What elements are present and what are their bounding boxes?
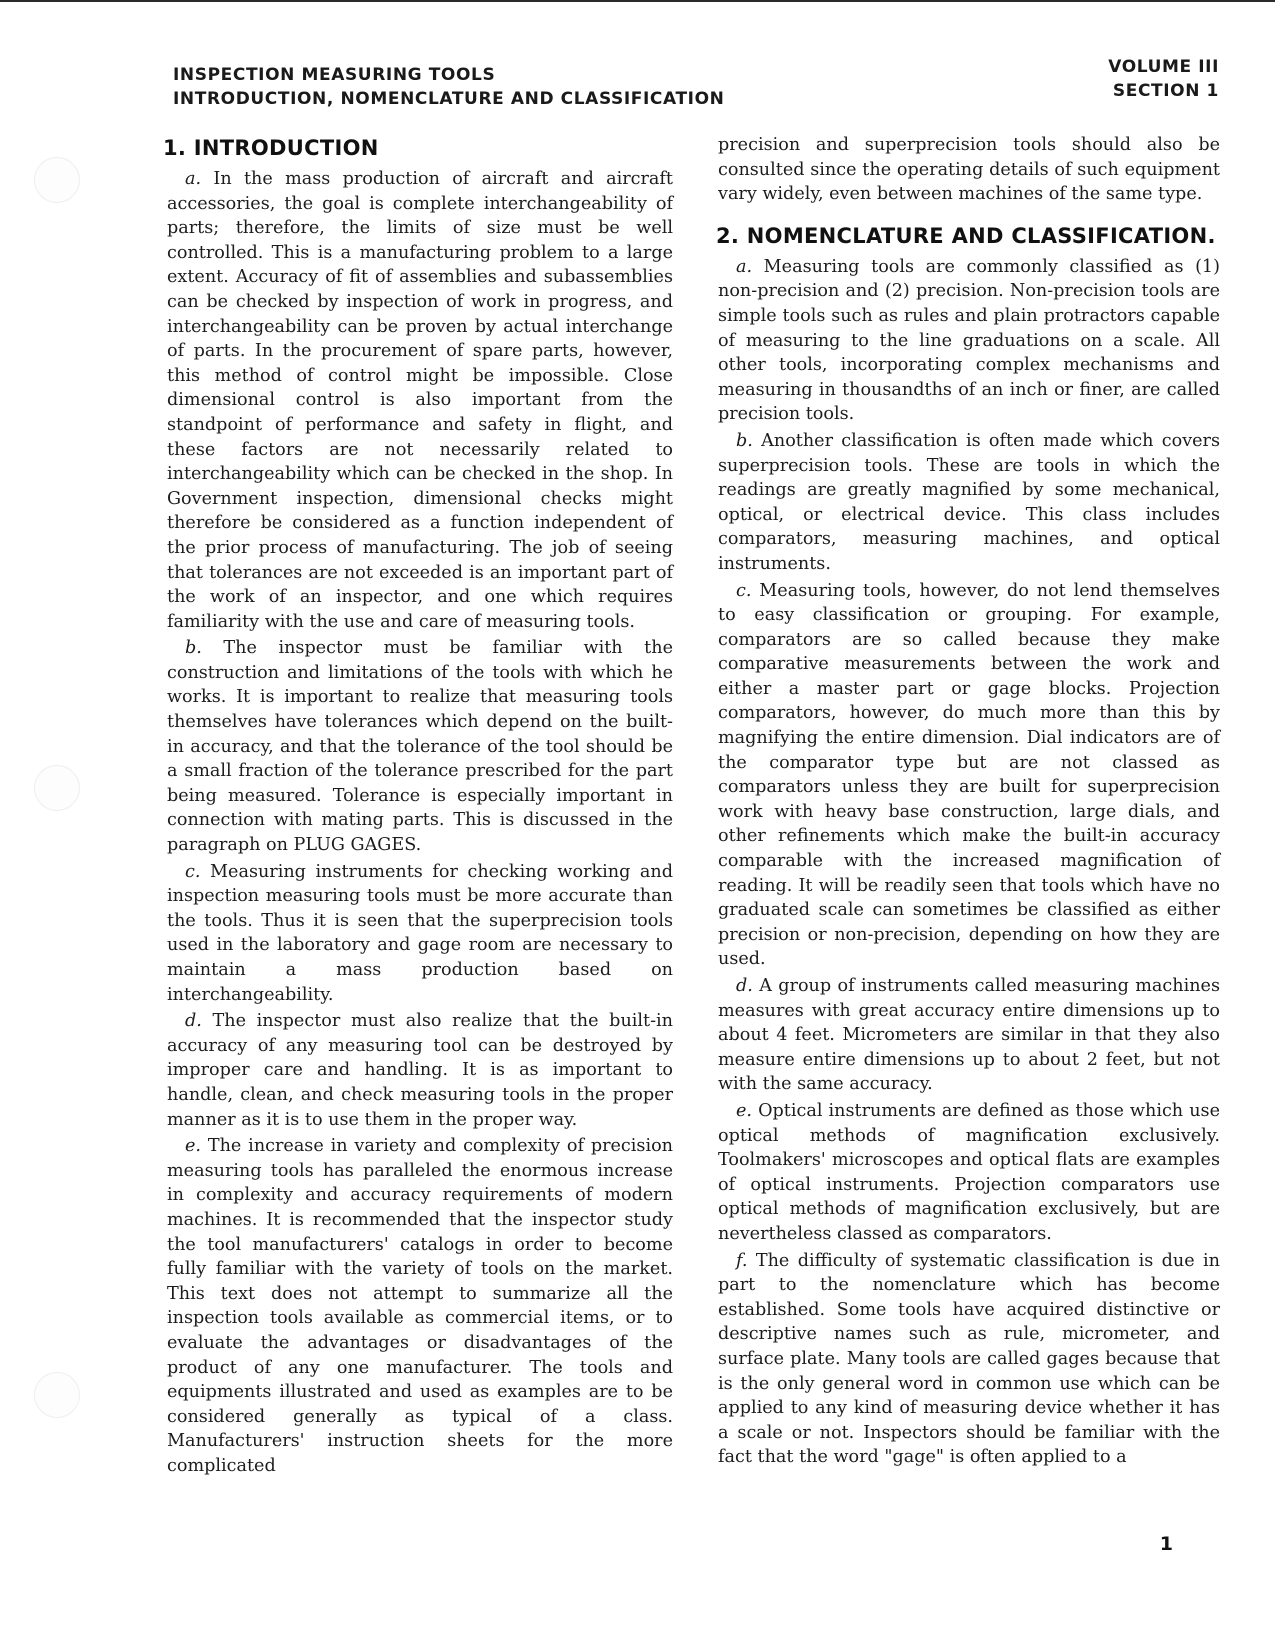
paragraph-text: The inspector must be familiar with the construction and limitations of the tools with which he works. It is important to realize that measuring tools themselves have tolerances which depend on the built-in accuracy, and that the tolerance of the tool should be a small fraction of the tolerance prescribed for the part being measured. Tolerance is especially important in connection with mating parts. This is discussed in the paragraph on PLUG GAGES. (167, 638, 673, 856)
paragraph-marker: a. (736, 256, 753, 277)
paragraph-text: The increase in variety and complexity of precision measuring tools has paralleled the enormous increase in complexity and accuracy requirements of modern machines. It is recommended that the inspector study the tool manufacturers' catalogs in order to become fully familiar with the variety of tools on the market. This text does not attempt to summarize all the inspection tools available as commercial items, or to evaluate the advantages or disadvantages of the product of any one manufacturer. The tools and equipments illustrated and used as examples are to be considered generally as typical of a class. Manufacturers' instruction sheets for the more complicated (167, 1136, 673, 1476)
section-heading-introduction: 1. INTRODUCTION (163, 136, 379, 160)
header-title-line-1: INSPECTION MEASURING TOOLS (173, 65, 496, 85)
paragraph-marker: c. (185, 861, 201, 882)
paragraph-marker: a. (185, 169, 202, 189)
paragraph-marker: d. (736, 976, 753, 996)
paragraph-marker: c. (736, 580, 752, 601)
paragraph-text: Measuring instruments for checking working and inspection measuring tools must be more accurate than the tools. Thus it is seen that the superprecision tools used in the laboratory and gage room are necessary to maintain a mass production based on interchangeability. (167, 861, 673, 1005)
intro-paragraph-b (167, 636, 673, 857)
paragraph-text: The inspector must also realize that the built-in accuracy of any measuring tool can be destroyed by improper care and handling. It is as important to handle, clean, and check measuring tools in the proper manner as it is to use them in the proper way. (167, 1011, 673, 1130)
paragraph-marker: b. (185, 638, 202, 659)
intro-paragraph-e-continuation: precision and superprecision tools should also be consulted since the operating details of such equipment vary widely, even between machines of the same type. (718, 135, 1220, 205)
paragraph-text: A group of instruments called measuring machines measures with great accuracy entire dimensions up to about 4 feet. Micrometers are similar in that they also measure entire dimensions up to about 2 feet, but not with the same accuracy. (718, 976, 1220, 1095)
header-title-line-2: INTRODUCTION, NOMENCLATURE AND CLASSIFICATION (173, 89, 725, 109)
header-volume: VOLUME III (1108, 57, 1219, 77)
page-number: 1 (1159, 1533, 1173, 1555)
intro-paragraph-a (167, 167, 673, 634)
binder-punch-hole-bottom (34, 1372, 80, 1418)
nomenclature-paragraph-b (718, 429, 1220, 577)
top-border-rule (0, 0, 1275, 2)
right-column (718, 133, 1220, 1472)
paragraph-marker: e. (185, 1136, 202, 1157)
binder-punch-hole-top (34, 157, 80, 203)
nomenclature-paragraph-d (718, 974, 1220, 1097)
running-header-title (173, 63, 724, 111)
nomenclature-paragraph-c (718, 579, 1220, 973)
running-header-volume (1108, 55, 1219, 103)
left-column (163, 133, 673, 1480)
paragraph-marker: d. (185, 1011, 202, 1032)
paragraph-text: Measuring tools are commonly classified as (1) non-precision and (2) precision. Non-precision tools are simple tools such as rules and plain protractors capable of measuring to the line graduations on a scale. All other tools, incorporating complex mechanisms and measuring in thousandths of an inch or finer, are called precision tools. (718, 256, 1220, 425)
section-heading-nomenclature: 2. NOMENCLATURE AND CLASSIFICATION. (716, 223, 1216, 248)
paragraph-text: Optical instruments are defined as those which use optical methods of magnification exclusively. Toolmakers' microscopes and optical flats are examples of optical instruments. Projection comparators use optical methods of magnification exclusively, but are nevertheless classed as comparators. (718, 1100, 1220, 1244)
intro-paragraph-e (167, 1134, 673, 1478)
paragraph-marker: f. (736, 1250, 748, 1271)
paragraph-marker: e. (736, 1100, 753, 1121)
paragraph-text: In the mass production of aircraft and aircraft accessories, the goal is complete interchangeability of parts; therefore, the limits of size must be well controlled. This is a manufacturing problem to a large extent. Accuracy of fit of assemblies and subassemblies can be checked by inspection of work in progress, and interchangeability can be proven by actual interchange of parts. In the procurement of spare parts, however, this method of control might be impossible. Close dimensional control is also important from the standpoint of performance and safety in flight, and these factors are not necessarily related to interchangeability which can be checked in the shop. In Government inspection, dimensional checks might therefore be considered as a function independent of the prior process of manufacturing. The job of seeing that tolerances are not exceeded is an important part of the work of an inspector, and one which requires familiarity with the use and care of measuring tools. (167, 169, 673, 632)
paragraph-text: Another classification is often made which covers superprecision tools. These are tools in which the readings are greatly magnified by some mechanical, optical, or electrical device. This class includes comparators, measuring machines, and optical instruments. (718, 430, 1220, 574)
nomenclature-paragraph-f (718, 1249, 1220, 1470)
paragraph-text: The difficulty of systematic classification is due in part to the nomenclature which has become established. Some tools have acquired distinctive or descriptive names such as rule, micrometer, and surface plate. Many tools are called gages because that is the only general word in common use which can be applied to any kind of measuring device whether it has a scale or not. Inspectors should be familiar with the fact that the word "gage" is often applied to a (718, 1250, 1220, 1468)
paragraph-text: Measuring tools, however, do not lend themselves to easy classification or grouping. For example, comparators are so called because they make comparative measurements between the work and either a master part or gage blocks. Projection comparators, however, do much more than this by magnifying the entire dimension. Dial indicators are of the comparator type but are not classed as comparators unless they are built for superprecision work with heavy base construction, large dials, and other refinements which make the built-in accuracy comparable with the increased magnification of reading. It will be readily seen that tools which have no graduated scale can sometimes be classified as either precision or non-precision, depending on how they are used. (718, 580, 1220, 970)
nomenclature-paragraph-e (718, 1099, 1220, 1247)
nomenclature-paragraph-a (718, 255, 1220, 427)
intro-paragraph-c (167, 860, 673, 1008)
paragraph-marker: b. (736, 430, 753, 451)
header-section: SECTION 1 (1112, 81, 1219, 101)
binder-punch-hole-middle (34, 765, 80, 811)
intro-paragraph-d (167, 1009, 673, 1132)
